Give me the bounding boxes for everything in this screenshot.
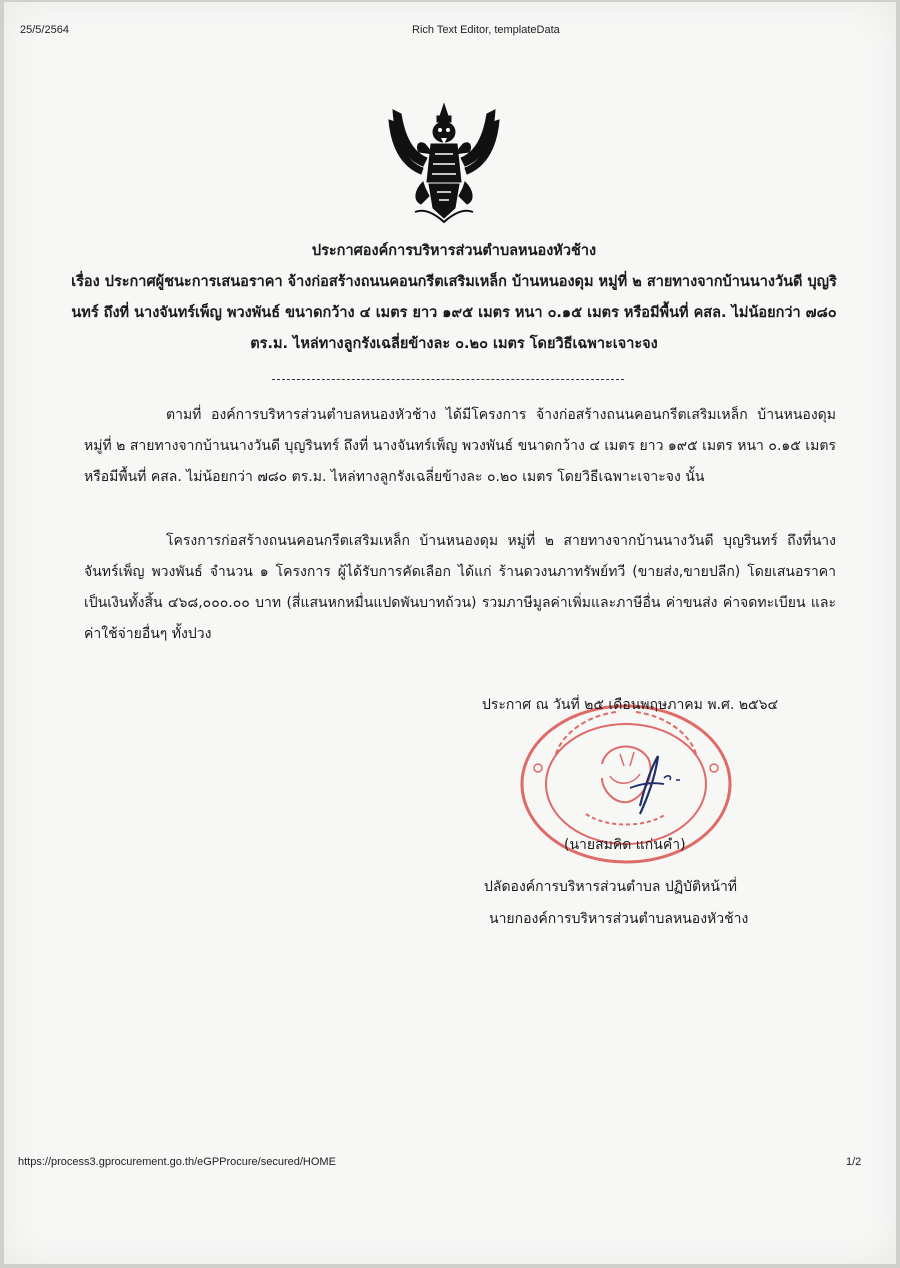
announce-date: ประกาศ ณ วันที่ ๒๕ เดือนพฤษภาคม พ.ศ. ๒๕๖๔ xyxy=(482,697,779,713)
document-page xyxy=(4,2,896,1264)
announcement-subject: เรื่อง ประกาศผู้ชนะการเสนอราคา จ้างก่อสร้างถนนคอนกรีตเสริมเหล็ก บ้านหนองดุม หมู่ที่ ๒ สายทางจากบ้านนางวันดี บุญรินทร์ ถึงที่ นางจันทร์เพ็ญ พวงพันธ์ ขนาดกว้าง ๔ เมตร ยาว ๑๙๕ เมตร หนา ๐.๑๕ เมตร หรือมีพื้นที่ คสล. ไม่น้อยกว่า ๗๘๐ ตร.ม. ไหล่ทางลูกรังเฉลี่ยข้างละ ๐.๒๐ เมตร โดยวิธีเฉพาะเจาะจง xyxy=(71,274,837,352)
print-header-title: Rich Text Editor, templateData xyxy=(412,24,560,36)
paragraph-1 xyxy=(84,400,836,493)
handwritten-signature xyxy=(610,748,700,818)
signer-position-1: ปลัดองค์การบริหารส่วนตำบล ปฏิบัติหน้าที่ xyxy=(484,879,738,895)
paragraph-2 xyxy=(84,526,836,650)
dashed-divider xyxy=(272,379,624,380)
garuda-emblem-icon xyxy=(385,100,503,228)
paragraph-2-text: โครงการก่อสร้างถนนคอนกรีตเสริมเหล็ก บ้านหนองดุม หมู่ที่ ๒ สายทางจากบ้านนางวันดี บุญรินทร์ ถึงที่นางจันทร์เพ็ญ พวงพันธ์ จำนวน ๑ โครงการ ผู้ได้รับการคัดเลือก ได้แก่ ร้านดวงนภาทรัพย์ทวี (ขายส่ง,ขายปลีก) โดยเสนอราคา เป็นเงินทั้งสิ้น ๔๖๘,๐๐๐.๐๐ บาท (สี่แสนหกหมื่นแปดพันบาทถ้วน) รวมภาษีมูลค่าเพิ่มและภาษีอื่น ค่าขนส่ง ค่าจดทะเบียน และค่าใช้จ่ายอื่นๆ ทั้งปวง xyxy=(84,533,836,642)
announcement-heading: ประกาศองค์การบริหารส่วนตำบลหนองหัวช้าง xyxy=(311,243,597,259)
signer-position-2: นายกองค์การบริหารส่วนตำบลหนองหัวช้าง xyxy=(489,911,749,927)
print-footer-url: https://process3.gprocurement.go.th/eGPProcure/secured/HOME xyxy=(18,1156,336,1168)
paragraph-1-text: ตามที่ องค์การบริหารส่วนตำบลหนองหัวช้าง ได้มีโครงการ จ้างก่อสร้างถนนคอนกรีตเสริมเหล็ก บ้านหนองดุม หมู่ที่ ๒ สายทางจากบ้านนางวันดี บุญรินทร์ ถึงที่ นางจันทร์เพ็ญ พวงพันธ์ ขนาดกว้าง ๔ เมตร ยาว ๑๙๕ เมตร หนา ๐.๑๕ เมตร หรือมีพื้นที่ คสล. ไม่น้อยกว่า ๗๘๐ ตร.ม. ไหล่ทางลูกรังเฉลี่ยข้างละ ๐.๒๐ เมตร โดยวิธีเฉพาะเจาะจง นั้น xyxy=(84,407,836,485)
print-date: 25/5/2564 xyxy=(20,24,69,36)
title-block xyxy=(64,236,844,360)
signer-name: (นายสมคิด แก่นคำ) xyxy=(564,837,686,853)
print-page-number: 1/2 xyxy=(846,1156,862,1168)
